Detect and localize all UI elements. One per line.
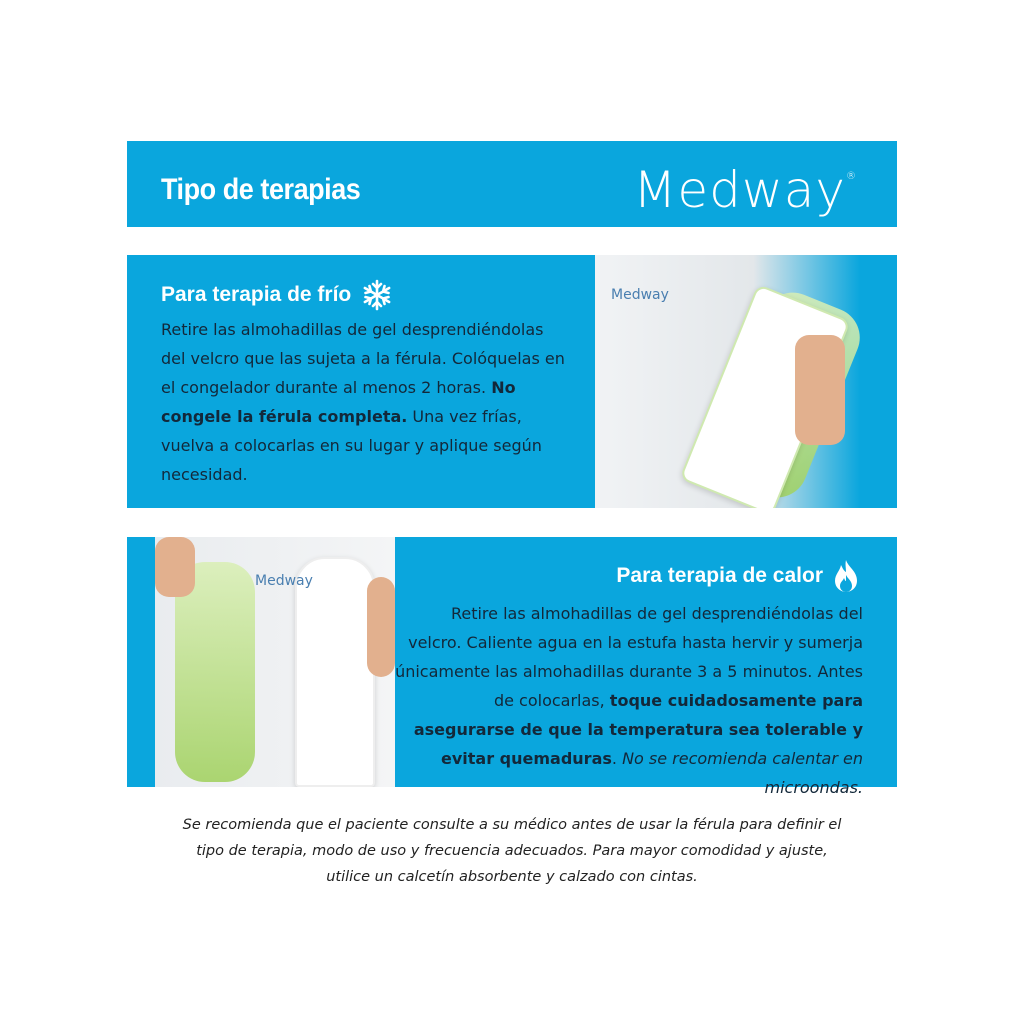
photo-coat-logo: Medway (611, 287, 669, 303)
cold-therapy-photo (595, 255, 883, 508)
heat-therapy-panel (127, 537, 897, 797)
brand-name: Medway (633, 161, 846, 219)
cold-therapy-heading (161, 279, 393, 311)
heat-text: Retire las almohadillas de gel desprendiéndolas del velcro. Caliente agua en la estufa hasta hervir y sumerja únicamente las almohadillas durante 3 a 5 minutos. Antes de colocarlas, (395, 604, 863, 710)
heat-therapy-heading (616, 559, 859, 593)
footer-line: tipo de terapia, modo de uso y frecuencia adecuados. Para mayor comodidad y ajuste, (196, 843, 828, 859)
cold-warning: No congele la férula completa. (161, 378, 516, 426)
heat-therapy-instructions (393, 599, 863, 802)
footer-line: Se recomienda que el paciente consulte a su médico antes de usar la férula para definir el (182, 817, 842, 833)
cold-therapy-title: Para terapia de frío (161, 283, 352, 306)
heat-text-sep: . (611, 749, 623, 768)
header-banner (127, 141, 897, 227)
footer-line: utilice un calcetín absorbente y calzado con cintas. (326, 869, 698, 885)
page-title: Tipo de terapias (161, 173, 361, 206)
snowflake-icon (361, 279, 393, 311)
photo-coat-logo: Medway (255, 573, 313, 589)
registered-mark: ® (846, 171, 857, 182)
cold-therapy-instructions (161, 315, 571, 489)
heat-warning: toque cuidadosamente para asegurarse de que la temperatura sea tolerable y evitar quemaduras (413, 691, 863, 768)
microwave-note: No se recomienda calentar en microondas. (622, 749, 863, 797)
brand-logo (633, 161, 857, 219)
flame-icon (833, 559, 859, 593)
cold-text: Retire las almohadillas de gel desprendiéndolas del velcro que las sujeta a la férula. Colóquelas en el congelador durante al menos 2 horas. (161, 320, 565, 397)
cold-therapy-panel (127, 255, 897, 508)
heat-therapy-title: Para terapia de calor (616, 564, 823, 587)
heat-therapy-photo (155, 537, 395, 787)
cold-text-end: Una vez frías, vuelva a colocarlas en su lugar y aplique según necesidad. (161, 407, 542, 484)
footer-note (0, 812, 1024, 890)
